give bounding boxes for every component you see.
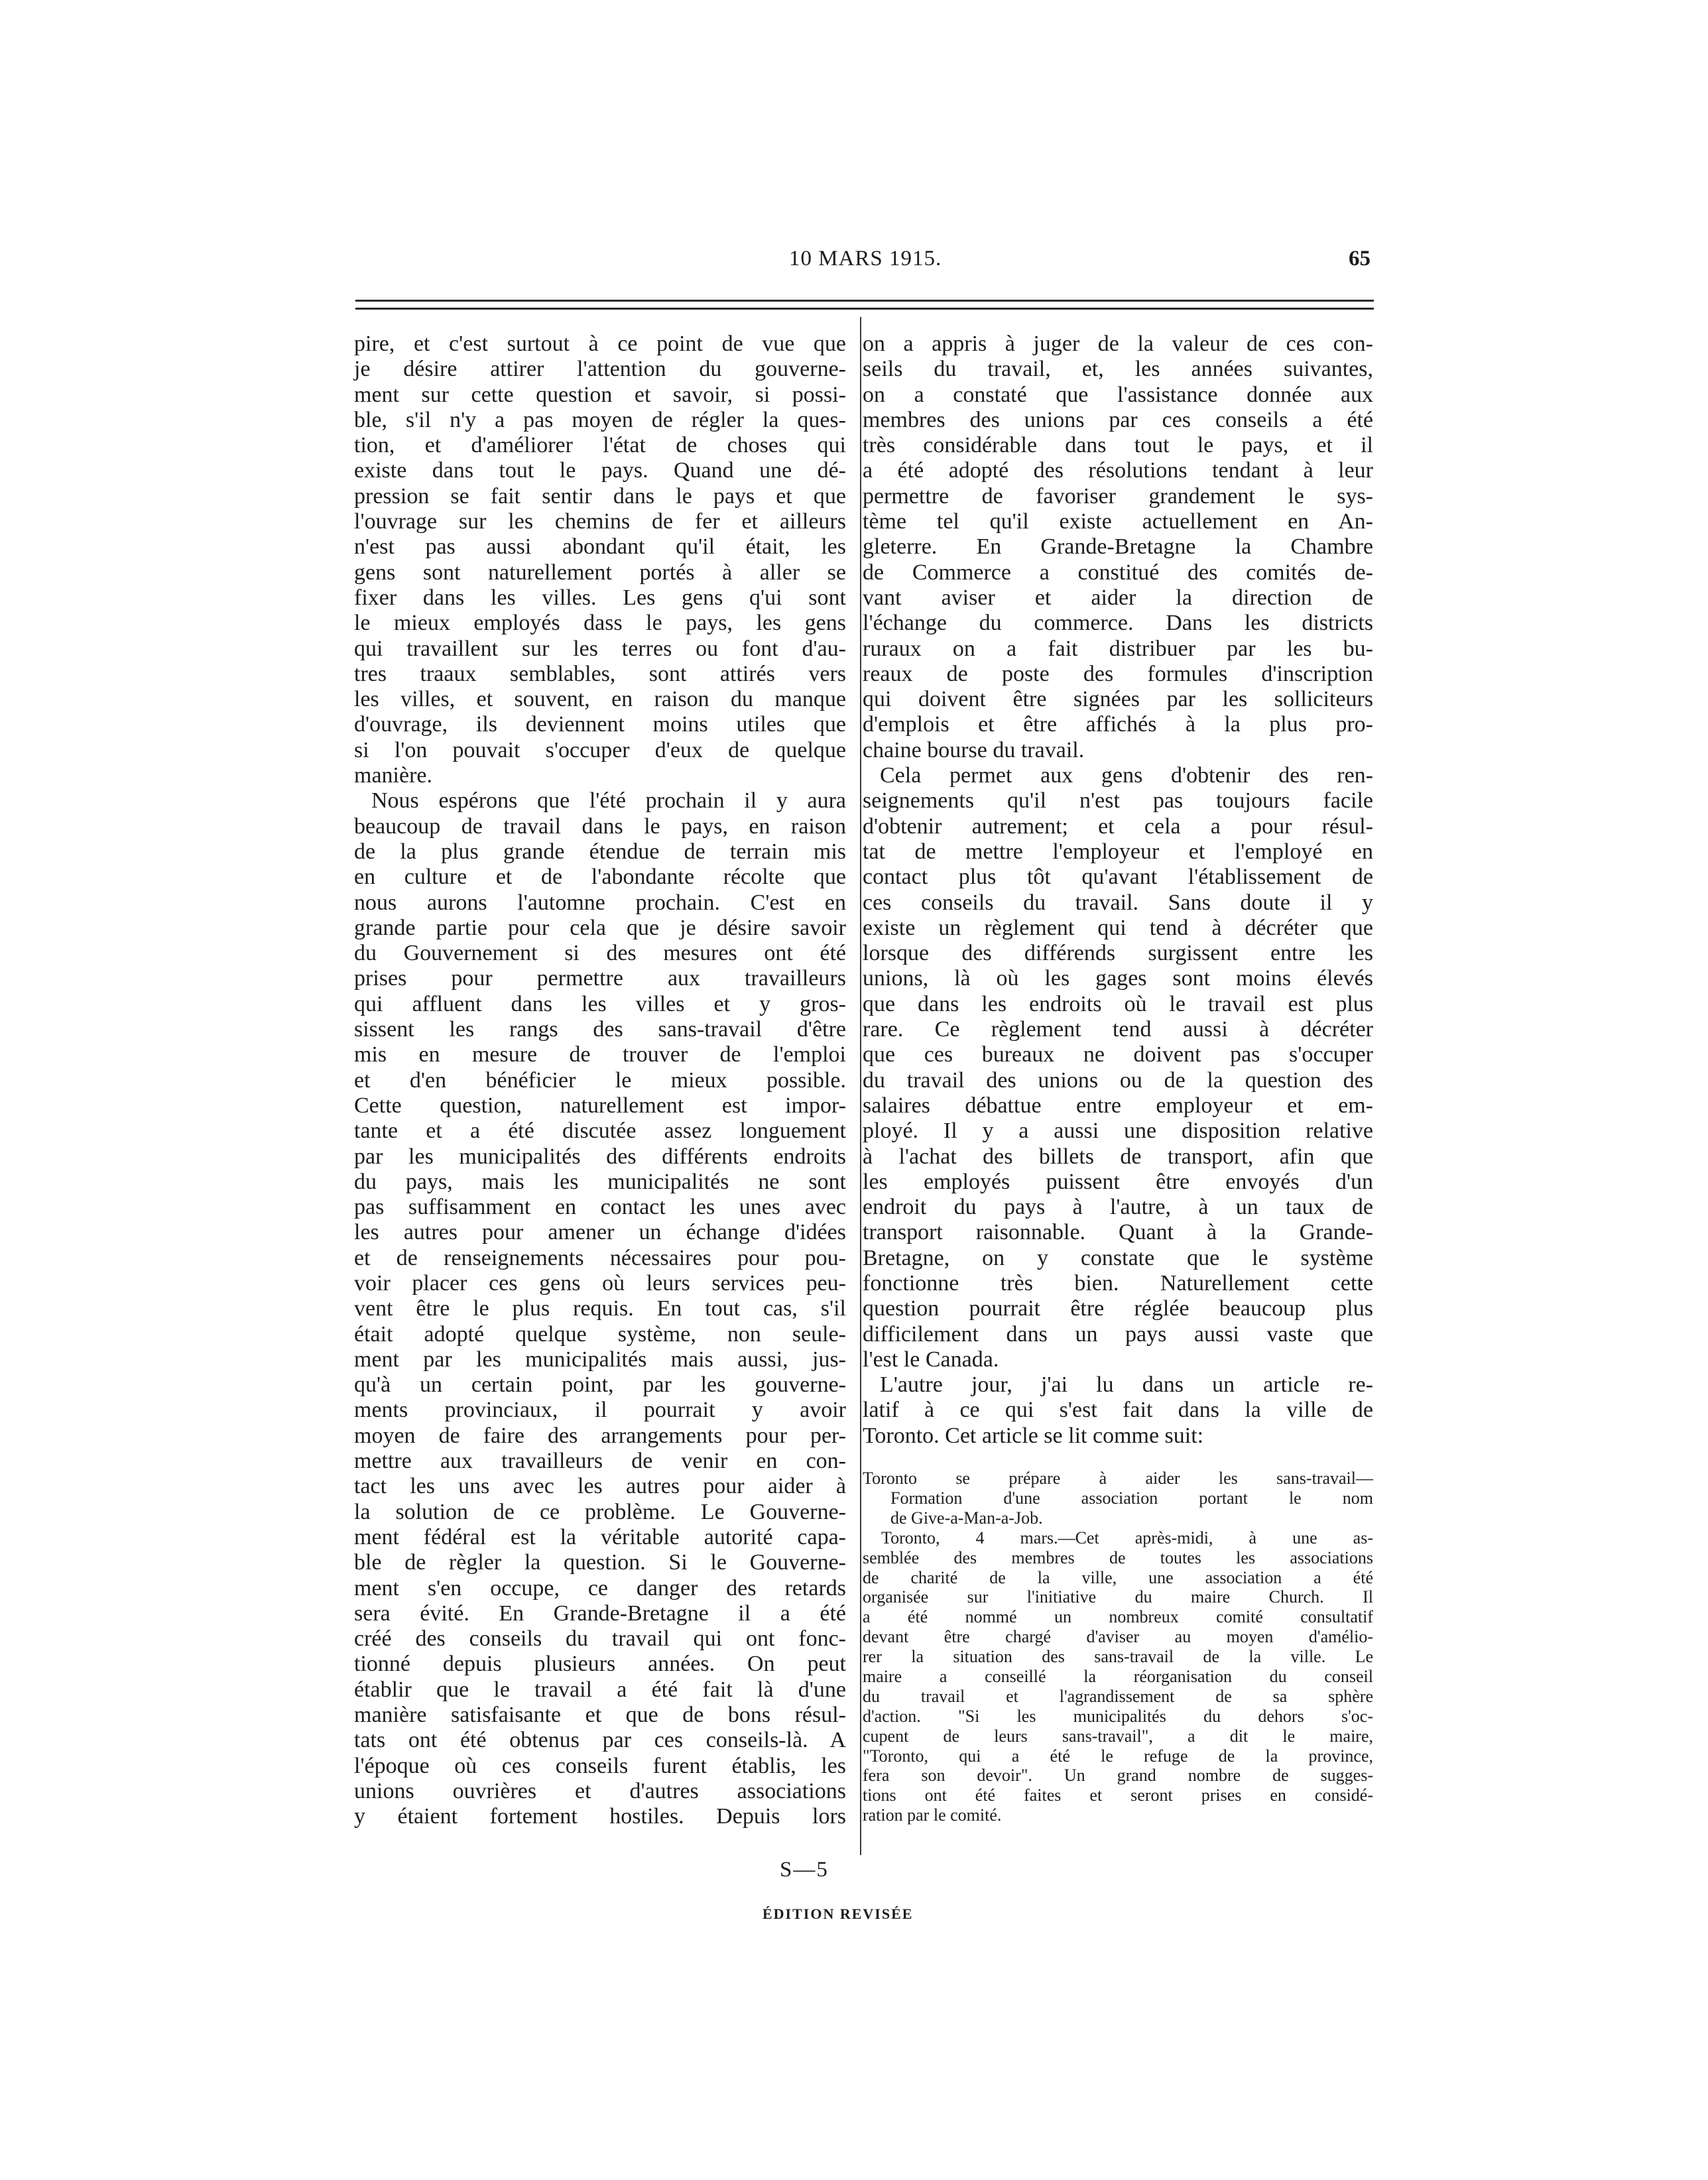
text-line: seils du travail, et, les années suivantes, xyxy=(863,357,1373,382)
text-line: du Gouvernement si des mesures ont été xyxy=(354,941,846,966)
text-line: vent être le plus requis. En tout cas, s'il xyxy=(354,1296,846,1321)
text-line: l'échange du commerce. Dans les districts xyxy=(863,611,1373,636)
text-line: seignements qu'il n'est pas toujours facile xyxy=(863,788,1373,814)
text-line: les autres pour amener un échange d'idées xyxy=(354,1220,846,1245)
text-line: tème tel qu'il existe actuellement en An- xyxy=(863,509,1373,534)
column-divider xyxy=(860,317,861,1855)
quote-line: cupent de leurs sans-travail", a dit le maire, xyxy=(863,1726,1373,1746)
text-line: les villes, et souvent, en raison du manque xyxy=(354,687,846,712)
header-rule-bottom xyxy=(355,308,1374,310)
header-rule-top xyxy=(355,300,1374,302)
text-line: moyen de faire des arrangements pour per- xyxy=(354,1423,846,1448)
text-line: fonctionne très bien. Naturellement cette xyxy=(863,1270,1373,1296)
text-line: le mieux employés dass le pays, les gens xyxy=(354,611,846,636)
text-line: lorsque des différends surgissent entre les xyxy=(863,941,1373,966)
text-line: beaucoup de travail dans le pays, en raison xyxy=(354,814,846,839)
text-line: créé des conseils du travail qui ont fonc- xyxy=(354,1626,846,1652)
text-line: d'emplois et être affichés à la plus pro- xyxy=(863,712,1373,737)
text-line: Cette question, naturellement est impor- xyxy=(354,1093,846,1118)
text-line: on a constaté que l'assistance donnée aux xyxy=(863,382,1373,407)
newspaper-quote xyxy=(863,1469,1373,1825)
quote-line: d'action. "Si les municipalités du dehors s'oc- xyxy=(863,1706,1373,1726)
text-line: ment fédéral est la véritable autorité capa- xyxy=(354,1524,846,1549)
text-line: existe dans tout le pays. Quand une dé- xyxy=(354,458,846,483)
text-line: établir que le travail a été fait là d'une xyxy=(354,1677,846,1702)
text-line: ployé. Il y a aussi une disposition relative xyxy=(863,1119,1373,1144)
text-line: et de renseignements nécessaires pour pou- xyxy=(354,1245,846,1270)
text-line: que dans les endroits où le travail est plus xyxy=(863,991,1373,1016)
text-line: qui travaillent sur les terres ou font d'au- xyxy=(354,636,846,661)
quote-line: maire a conseillé la réorganisation du conseil xyxy=(863,1666,1373,1686)
text-line: mettre aux travailleurs de venir en con- xyxy=(354,1449,846,1474)
quote-line: semblée des membres de toutes les associations xyxy=(863,1547,1373,1567)
text-line: difficilement dans un pays aussi vaste que xyxy=(863,1321,1373,1347)
text-line: on a appris à juger de la valeur de ces con- xyxy=(863,332,1373,356)
text-line: permettre de favoriser grandement le sys- xyxy=(863,483,1373,509)
text-line: rare. Ce règlement tend aussi à décréter xyxy=(863,1017,1373,1042)
text-line: n'est pas aussi abondant qu'il était, les xyxy=(354,534,846,560)
text-line: Bretagne, on y constate que le système xyxy=(863,1245,1373,1270)
text-line: grande partie pour cela que je désire savoir xyxy=(354,915,846,940)
text-line: d'ouvrage, ils deviennent moins utiles que xyxy=(354,712,846,737)
text-line: du travail des unions ou de la question des xyxy=(863,1067,1373,1093)
quote-line: rer la situation des sans-travail de la ville. Le xyxy=(863,1647,1373,1667)
text-line: l'ouvrage sur les chemins de fer et ailleurs xyxy=(354,509,846,534)
right-column xyxy=(863,332,1373,1825)
text-line: sissent les rangs des sans-travail d'être xyxy=(354,1017,846,1042)
text-line: latif à ce qui s'est fait dans la ville de xyxy=(863,1398,1373,1423)
signature-mark: S—5 xyxy=(780,1858,829,1882)
text-line: nous aurons l'automne prochain. C'est en xyxy=(354,890,846,915)
text-line: qui doivent être signées par les solliciteurs xyxy=(863,687,1373,712)
quote-line: devant être chargé d'aviser au moyen d'amélio- xyxy=(863,1627,1373,1647)
text-line: membres des unions par ces conseils a été xyxy=(863,407,1373,432)
text-line: vant aviser et aider la direction de xyxy=(863,585,1373,610)
text-line: y étaient fortement hostiles. Depuis lors xyxy=(354,1804,846,1829)
text-line: reaux de poste des formules d'inscription xyxy=(863,661,1373,686)
text-line: pas suffisamment en contact les unes avec xyxy=(354,1195,846,1220)
text-line: tionné depuis plusieurs années. On peut xyxy=(354,1652,846,1677)
text-line: si l'on pouvait s'occuper d'eux de quelque xyxy=(354,737,846,762)
quote-line: de Give-a-Man-a-Job. xyxy=(890,1508,1043,1528)
text-line: fixer dans les villes. Les gens q'ui sont xyxy=(354,585,846,610)
text-line: ments provinciaux, il pourrait y avoir xyxy=(354,1398,846,1423)
text-line: contact plus tôt qu'avant l'établissement de xyxy=(863,865,1373,890)
text-line: du pays, mais les municipalités ne sont xyxy=(354,1169,846,1194)
text-line: unions ouvrières et d'autres associations xyxy=(354,1778,846,1803)
text-line: ment par les municipalités mais aussi, jus- xyxy=(354,1347,846,1372)
text-line: ruraux on a fait distribuer par les bu- xyxy=(863,636,1373,661)
quote-line: Toronto, 4 mars.—Cet après-midi, à une as- xyxy=(881,1528,1373,1547)
text-line: était adopté quelque système, non seule- xyxy=(354,1321,846,1347)
text-line: qu'à un certain point, par les gouverne- xyxy=(354,1372,846,1398)
text-line: tion, et d'améliorer l'état de choses qui xyxy=(354,433,846,458)
text-line: tres traaux semblables, sont attirés vers xyxy=(354,661,846,686)
left-column xyxy=(354,332,846,1830)
text-line: ment sur cette question et savoir, si possi- xyxy=(354,382,846,407)
text-line: les employés puissent être envoyés d'un xyxy=(863,1169,1373,1194)
quote-line: du travail et l'agrandissement de sa sphère xyxy=(863,1686,1373,1706)
text-line: pire, et c'est surtout à ce point de vue que xyxy=(354,332,846,356)
text-line: manière. xyxy=(354,763,432,788)
quote-line: fera son devoir". Un grand nombre de sugges- xyxy=(863,1766,1373,1786)
text-line: gleterre. En Grande-Bretagne la Chambre xyxy=(863,534,1373,560)
text-line: ble, s'il n'y a pas moyen de régler la ques- xyxy=(354,407,846,432)
text-line: je désire attirer l'attention du gouverne- xyxy=(354,357,846,382)
text-line: l'époque où ces conseils furent établis, les xyxy=(354,1753,846,1778)
quote-line: "Toronto, qui a été le refuge de la province, xyxy=(863,1746,1373,1766)
text-line: salaires débattue entre employeur et em- xyxy=(863,1093,1373,1118)
text-line: d'obtenir autrement; et cela a pour résul- xyxy=(863,814,1373,839)
quote-line: organisée sur l'initiative du maire Church. Il xyxy=(863,1587,1373,1607)
text-line: de la plus grande étendue de terrain mis xyxy=(354,839,846,864)
text-line: voir placer ces gens où leurs services peu- xyxy=(354,1270,846,1296)
text-line: que ces bureaux ne doivent pas s'occuper xyxy=(863,1042,1373,1067)
quote-line: tions ont été faites et seront prises en considé- xyxy=(863,1786,1373,1805)
text-line: sera évité. En Grande-Bretagne il a été xyxy=(354,1601,846,1626)
text-line: existe un règlement qui tend à décréter que xyxy=(863,915,1373,940)
text-line: manière satisfaisante et que de bons résul- xyxy=(354,1703,846,1728)
text-line: tat de mettre l'employeur et l'employé en xyxy=(863,839,1373,864)
text-line: pression se fait sentir dans le pays et que xyxy=(354,483,846,509)
text-line: transport raisonnable. Quant à la Grande- xyxy=(863,1220,1373,1245)
text-line: par les municipalités des différents endroits xyxy=(354,1144,846,1169)
text-line: tact les uns avec les autres pour aider à xyxy=(354,1474,846,1499)
quote-line: Toronto se prépare à aider les sans-travail— xyxy=(863,1469,1373,1488)
text-line: Nous espérons que l'été prochain il y aura xyxy=(371,788,846,814)
text-line: ment s'en occupe, ce danger des retards xyxy=(354,1575,846,1601)
text-line: très considérable dans tout le pays, et il xyxy=(863,433,1373,458)
text-line: Cela permet aux gens d'obtenir des ren- xyxy=(880,763,1373,788)
text-line: l'est le Canada. xyxy=(863,1347,999,1372)
text-line: à l'achat des billets de transport, afin que xyxy=(863,1144,1373,1169)
header-date: 10 MARS 1915. xyxy=(789,247,942,271)
quote-line: Formation d'une association portant le nom xyxy=(890,1488,1373,1508)
text-line: endroit du pays à l'autre, à un taux de xyxy=(863,1195,1373,1220)
page-number: 65 xyxy=(1349,247,1371,271)
text-line: et d'en bénéficier le mieux possible. xyxy=(354,1067,846,1093)
text-line: gens sont naturellement portés à aller se xyxy=(354,560,846,585)
quote-line: a été nommé un nombreux comité consultatif xyxy=(863,1607,1373,1627)
text-line: L'autre jour, j'ai lu dans un article re- xyxy=(880,1372,1373,1398)
text-line: ble de règler la question. Si le Gouverne- xyxy=(354,1550,846,1575)
text-line: question pourrait être réglée beaucoup plus xyxy=(863,1296,1373,1321)
text-line: qui affluent dans les villes et y gros- xyxy=(354,991,846,1016)
text-line: tats ont été obtenus par ces conseils-là. A xyxy=(354,1728,846,1753)
text-line: de Commerce a constitué des comités de- xyxy=(863,560,1373,585)
quote-line: de charité de la ville, une association a été xyxy=(863,1567,1373,1587)
text-line: en culture et de l'abondante récolte que xyxy=(354,865,846,890)
text-line: la solution de ce problème. Le Gouverne- xyxy=(354,1499,846,1524)
quote-line: ration par le comité. xyxy=(863,1805,1002,1825)
text-line: a été adopté des résolutions tendant à leur xyxy=(863,458,1373,483)
edition-label: ÉDITION REVISÉE xyxy=(762,1906,914,1922)
text-line: tante et a été discutée assez longuement xyxy=(354,1119,846,1144)
text-line: mis en mesure de trouver de l'emploi xyxy=(354,1042,846,1067)
text-line: chaine bourse du travail. xyxy=(863,737,1085,762)
text-line: prises pour permettre aux travailleurs xyxy=(354,966,846,991)
text-line: ces conseils du travail. Sans doute il y xyxy=(863,890,1373,915)
text-line: unions, là où les gages sont moins élevés xyxy=(863,966,1373,991)
text-line: Toronto. Cet article se lit comme suit: xyxy=(863,1423,1204,1448)
